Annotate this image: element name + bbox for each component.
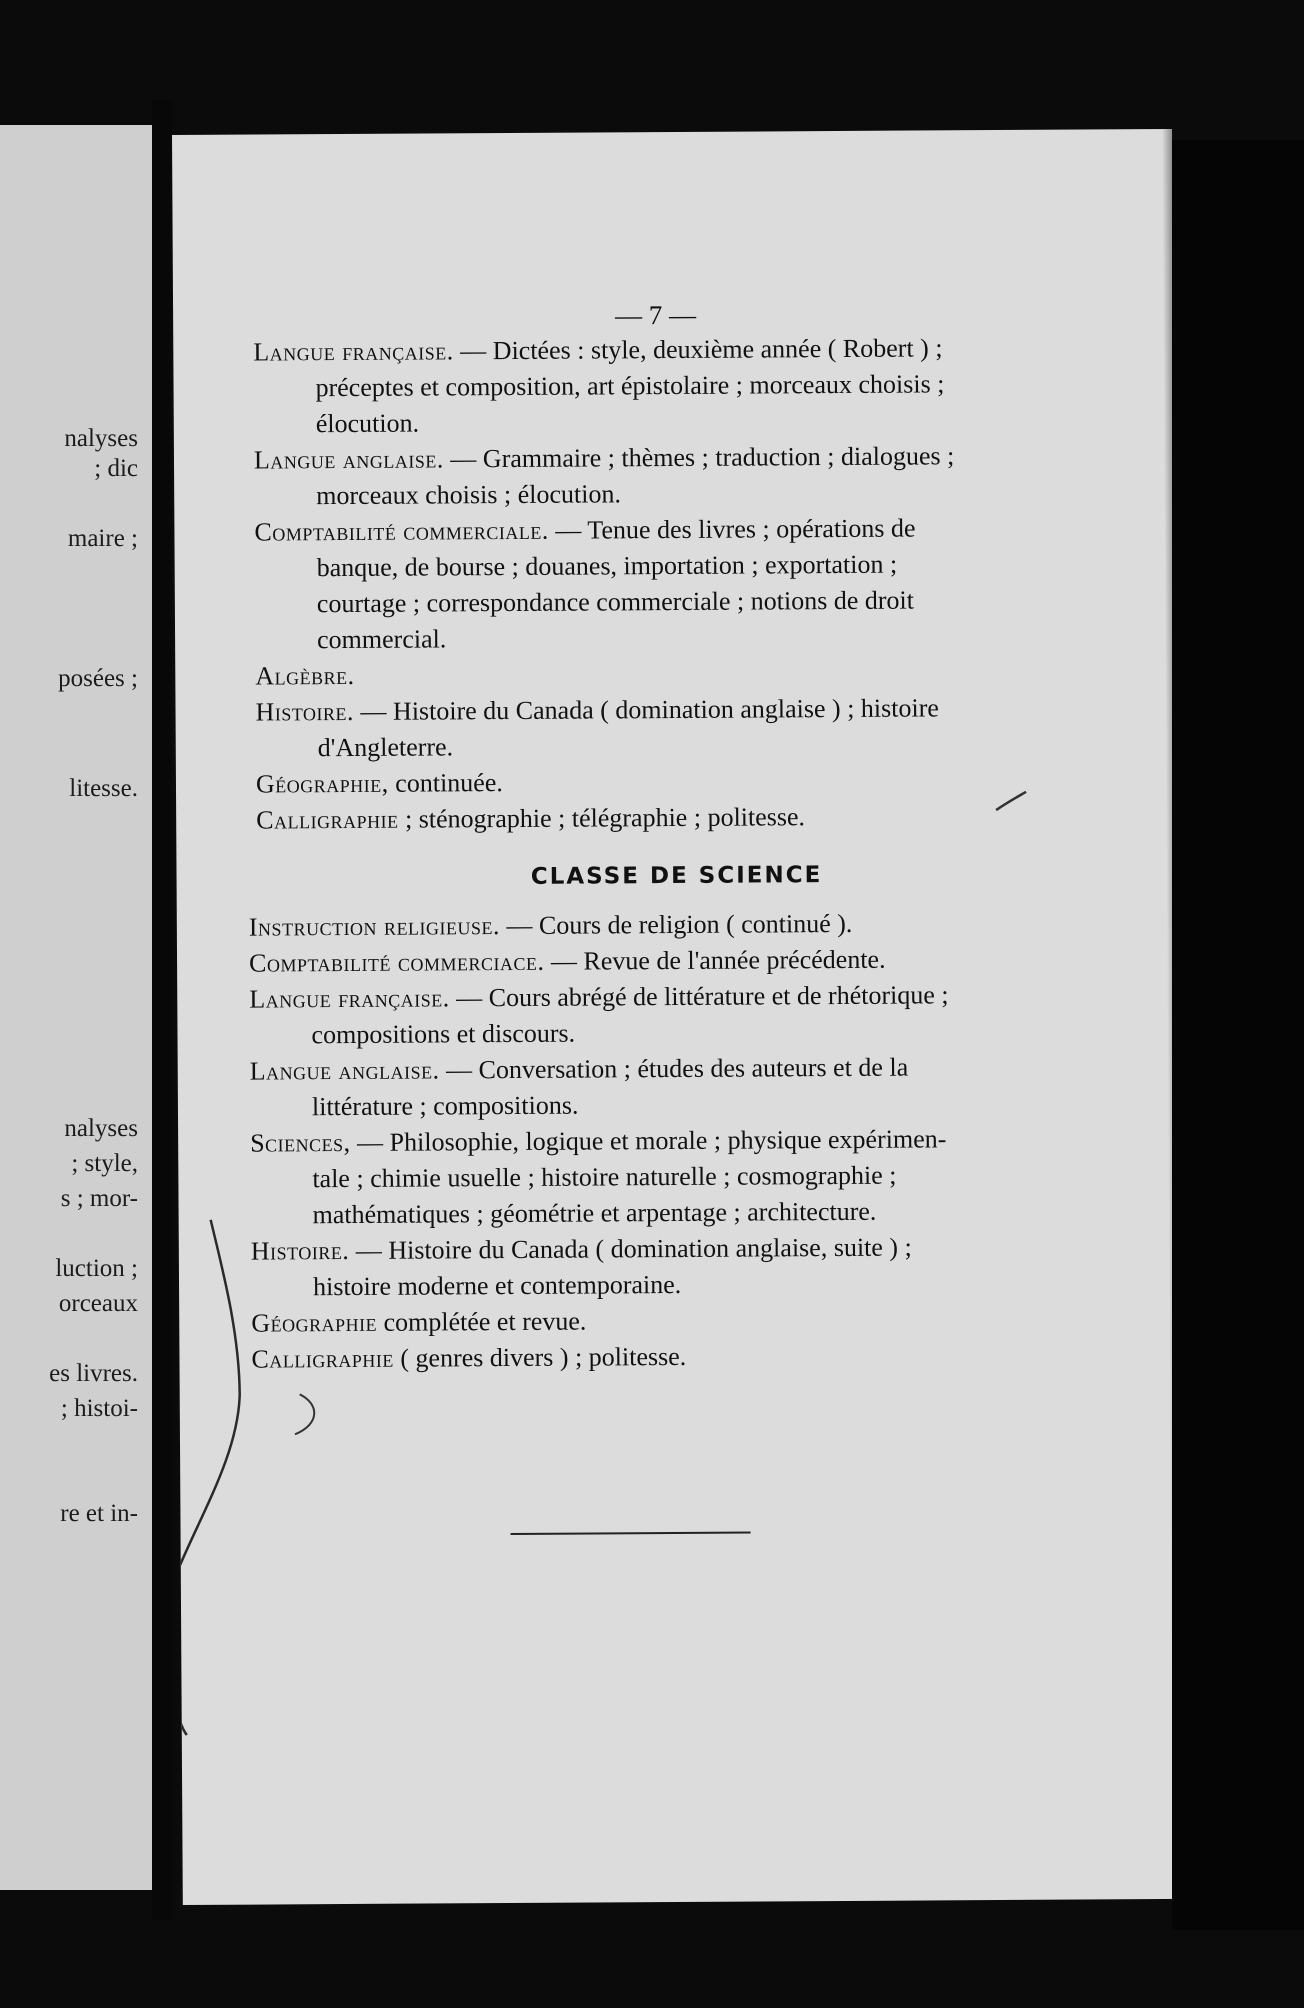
- subject-description: — Philosophie, logique et morale ; physique expérimen-: [357, 1124, 947, 1157]
- subject-description: — Cours de religion ( continué ).: [506, 908, 853, 941]
- curriculum-entry: [249, 976, 1149, 1053]
- left-text-fragment: posées ;: [58, 665, 138, 692]
- subject-description: — Cours abrégé de littérature et de rhétorique ;: [456, 980, 949, 1013]
- curriculum-section-1: [253, 329, 1146, 838]
- subject-continuation-line: préceptes et composition, art épistolaire ; morceaux choisis ;: [315, 369, 945, 403]
- curriculum-entry: [250, 1120, 1151, 1233]
- subject-continuation-line: commercial.: [317, 624, 447, 655]
- subject-continuation-line: compositions et discours.: [311, 1018, 576, 1050]
- left-text-fragment: ; style,: [71, 1150, 138, 1177]
- left-text-fragment: re et in-: [60, 1500, 138, 1527]
- curriculum-entry: [254, 437, 1144, 514]
- curriculum-entry: [255, 689, 1145, 766]
- left-text-fragment: maire ;: [67, 525, 138, 552]
- left-text-fragment: luction ;: [55, 1255, 138, 1282]
- subject-heading: Histoire.: [250, 1235, 350, 1266]
- curriculum-entry: [251, 1336, 1151, 1377]
- left-text-fragment: s ; mor-: [60, 1185, 138, 1212]
- subject-heading: Instruction religieuse.: [248, 911, 501, 942]
- subject-continuation-line: élocution.: [315, 408, 420, 439]
- subject-description: ( genres divers ) ; politesse.: [400, 1341, 687, 1373]
- curriculum-entry: [256, 761, 1146, 802]
- main-page: [172, 129, 1183, 1905]
- subject-description: — Histoire du Canada ( domination anglaise ) ; histoire: [360, 693, 939, 726]
- curriculum-entry: [256, 797, 1146, 838]
- curriculum-entry: [249, 904, 1149, 945]
- subject-description: continuée.: [395, 768, 503, 798]
- subject-continuation-line: tale ; chimie usuelle ; histoire naturelle ; cosmographie ;: [312, 1160, 897, 1194]
- subject-heading: Langue anglaise.: [249, 1055, 440, 1086]
- subject-continuation-line: littérature ; compositions.: [311, 1090, 579, 1122]
- left-text-fragment: orceaux: [58, 1290, 138, 1317]
- page-number: — 7 —: [615, 299, 697, 331]
- section-title: CLASSE DE SCIENCE: [530, 862, 823, 890]
- subject-description: — Conversation ; études des auteurs et de la: [446, 1052, 909, 1085]
- subject-description: — Revue de l'année précédente.: [550, 944, 886, 976]
- subject-heading: Géographie: [251, 1307, 378, 1338]
- book-gutter: [152, 100, 172, 1920]
- closing-rule: [511, 1532, 751, 1535]
- left-text-fragment: ; dic: [94, 455, 138, 482]
- book-binding: [1172, 140, 1304, 1930]
- left-text-fragment: nalyses: [64, 1115, 138, 1142]
- subject-heading: Comptabilité commerciace.: [248, 946, 545, 978]
- subject-heading: Langue française.: [253, 336, 454, 367]
- subject-continuation-line: banque, de bourse ; douanes, importation ; exportation ;: [316, 549, 898, 583]
- subject-continuation-line: mathématiques ; géométrie et arpentage ; architecture.: [312, 1196, 877, 1230]
- subject-continuation-line: courtage ; correspondance commerciale ; notions de droit: [316, 585, 915, 619]
- curriculum-entry: [249, 940, 1149, 981]
- subject-description: complétée et revue.: [383, 1306, 587, 1337]
- curriculum-entry: [253, 329, 1144, 442]
- subject-description: — Dictées : style, deuxième année ( Robert ) ;: [460, 333, 943, 366]
- curriculum-entry: [255, 653, 1145, 694]
- subject-heading: Langue française.: [249, 983, 450, 1014]
- subject-heading: Histoire.: [255, 696, 355, 727]
- subject-heading: Géographie,: [255, 768, 389, 799]
- subject-heading: Algèbre.: [255, 660, 355, 691]
- curriculum-entry: [251, 1228, 1151, 1305]
- subject-description: — Grammaire ; thèmes ; traduction ; dialogues ;: [450, 441, 955, 474]
- left-text-fragment: es livres.: [49, 1360, 138, 1387]
- curriculum-section-2: [249, 904, 1152, 1377]
- subject-description: — Histoire du Canada ( domination anglaise, suite ) ;: [355, 1232, 912, 1265]
- left-text-fragment: litesse.: [69, 775, 138, 802]
- subject-heading: Sciences,: [250, 1127, 351, 1158]
- subject-continuation-line: morceaux choisis ; élocution.: [316, 479, 622, 511]
- left-page-fragment: [0, 125, 152, 1890]
- subject-heading: Comptabilité commerciale.: [254, 515, 549, 547]
- curriculum-entry: [254, 509, 1145, 658]
- subject-description: — Tenue des livres ; opérations de: [555, 513, 916, 545]
- subject-heading: Langue anglaise.: [253, 444, 444, 475]
- curriculum-entry: [250, 1048, 1150, 1125]
- subject-heading: Calligraphie: [251, 1343, 394, 1374]
- subject-heading: Calligraphie: [256, 804, 399, 835]
- curriculum-entry: [251, 1300, 1151, 1341]
- subject-continuation-line: histoire moderne et contemporaine.: [312, 1269, 682, 1302]
- left-text-fragment: nalyses: [64, 425, 138, 452]
- subject-continuation-line: d'Angleterre.: [317, 732, 454, 763]
- subject-description: ; sténographie ; télégraphie ; politesse.: [404, 802, 806, 834]
- left-text-fragment: ; histoi-: [60, 1395, 138, 1422]
